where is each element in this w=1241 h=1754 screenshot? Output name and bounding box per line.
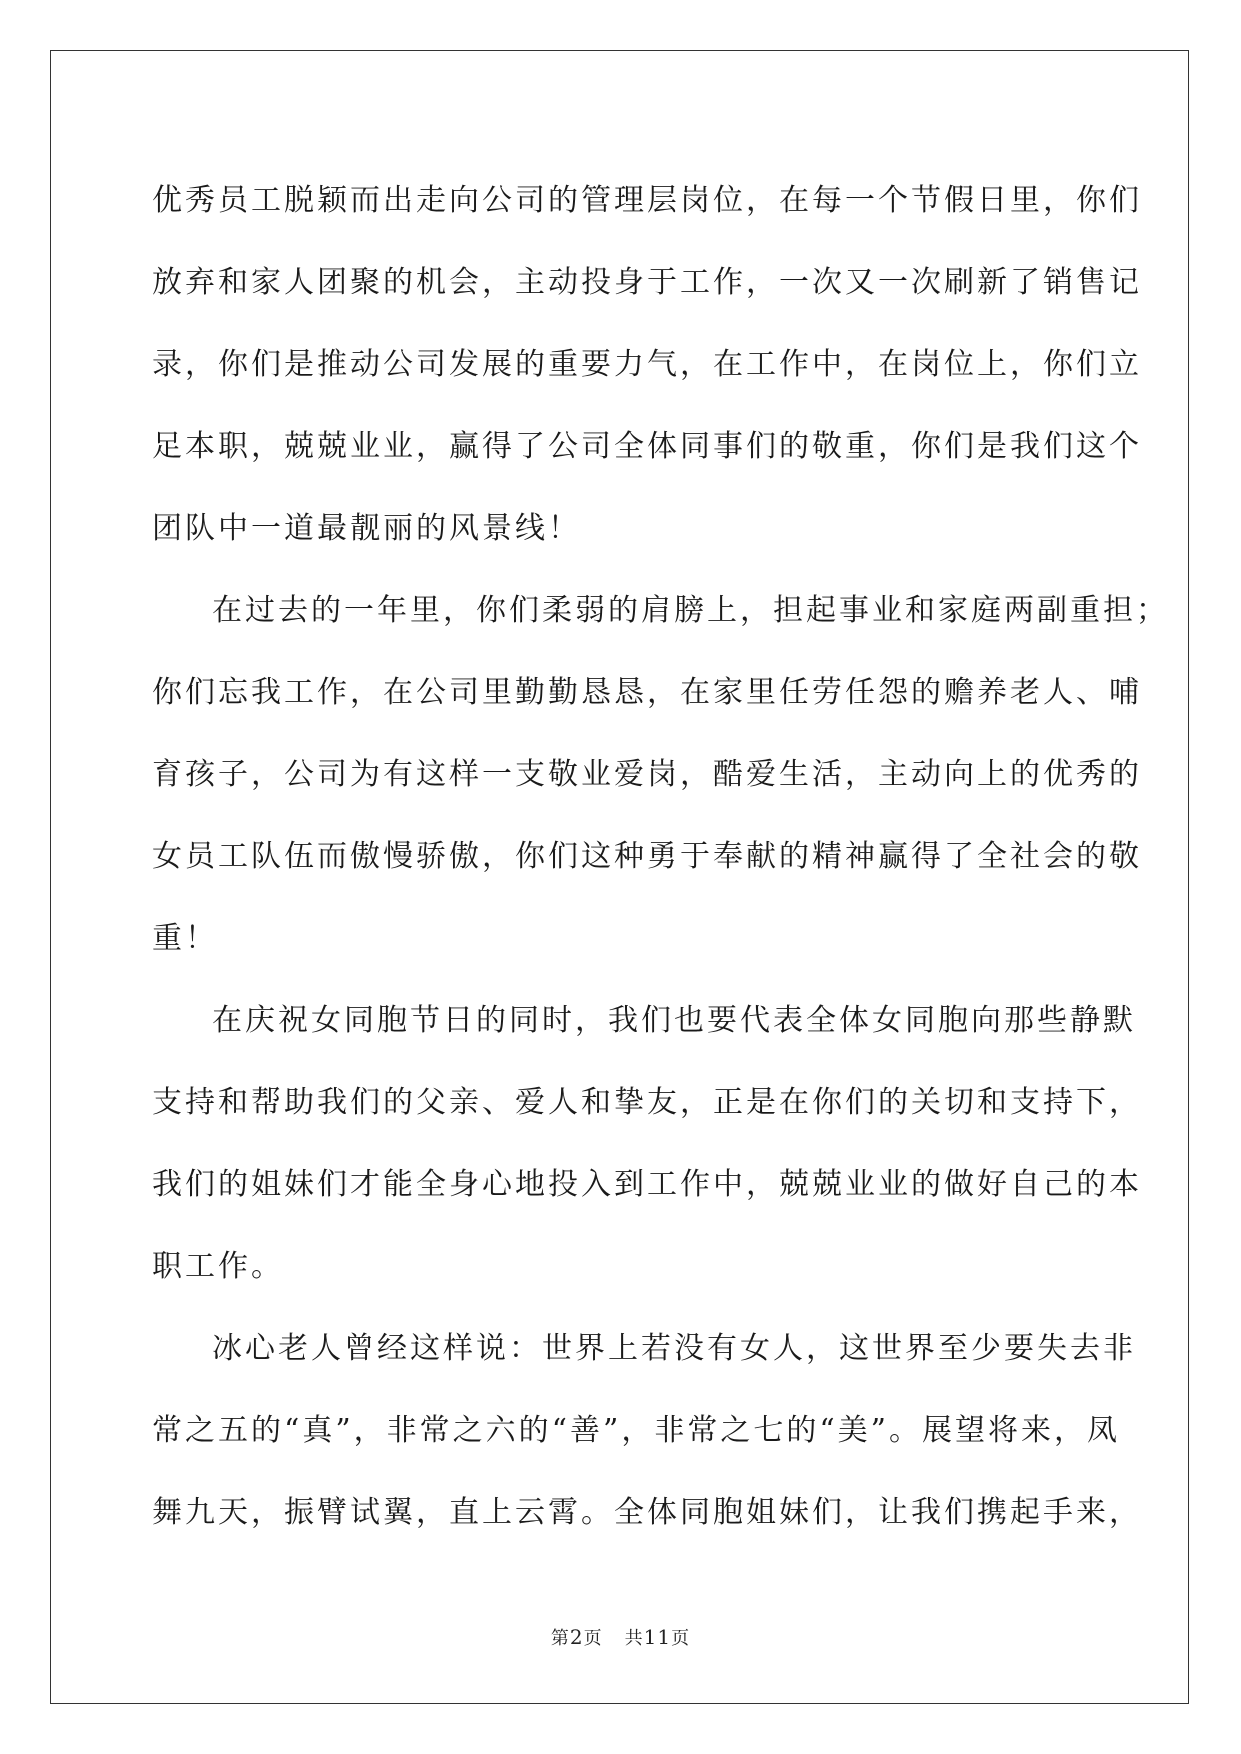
text-line: 录，你们是推动公司发展的重要力气，在工作中，在岗位上，你们立 <box>152 347 1142 382</box>
text-line: 放弃和家人团聚的机会，主动投身于工作，一次又一次刷新了销售记 <box>152 265 1142 300</box>
text-line: 舞九天，振臂试翼，直上云霄。全体同胞姐妹们，让我们携起手来， <box>152 1495 1142 1530</box>
paragraph-start-line: 在过去的一年里，你们柔弱的肩膀上，担起事业和家庭两副重担； <box>212 593 1169 628</box>
paragraph-start-line: 在庆祝女同胞节日的同时，我们也要代表全体女同胞向那些静默 <box>212 1003 1136 1038</box>
total-suffix: 页 <box>671 1628 691 1649</box>
text-line: 育孩子，公司为有这样一支敬业爱岗，酷爱生活，主动向上的优秀的 <box>152 757 1142 792</box>
page-suffix: 页 <box>583 1628 603 1649</box>
text-line: 优秀员工脱颖而出走向公司的管理层岗位，在每一个节假日里，你们 <box>152 183 1142 218</box>
text-line: 重！ <box>152 921 218 956</box>
page-footer <box>0 1624 1241 1650</box>
text-line: 足本职，兢兢业业，赢得了公司全体同事们的敬重，你们是我们这个 <box>152 429 1142 464</box>
total-prefix: 共 <box>624 1628 644 1649</box>
text-line: 常之五的“真”，非常之六的“善”，非常之七的“美”。展望将来，凤 <box>152 1413 1121 1448</box>
page-total: 11 <box>643 1625 672 1649</box>
paragraph-start-line: 冰心老人曾经这样说：世界上若没有女人，这世界至少要失去非 <box>212 1331 1136 1366</box>
text-line: 你们忘我工作，在公司里勤勤恳恳，在家里任劳任怨的赡养老人、哺 <box>152 675 1142 710</box>
page-current: 2 <box>569 1625 584 1649</box>
text-line: 女员工队伍而傲慢骄傲，你们这种勇于奉献的精神赢得了全社会的敬 <box>152 839 1142 874</box>
text-line: 职工作。 <box>152 1249 284 1284</box>
text-line: 支持和帮助我们的父亲、爱人和挚友，正是在你们的关切和支持下， <box>152 1085 1142 1120</box>
document-body <box>152 160 1169 1554</box>
page-prefix: 第 <box>550 1628 570 1649</box>
text-line: 团队中一道最靓丽的风景线！ <box>152 511 581 546</box>
text-line: 我们的姐妹们才能全身心地投入到工作中，兢兢业业的做好自己的本 <box>152 1167 1142 1202</box>
